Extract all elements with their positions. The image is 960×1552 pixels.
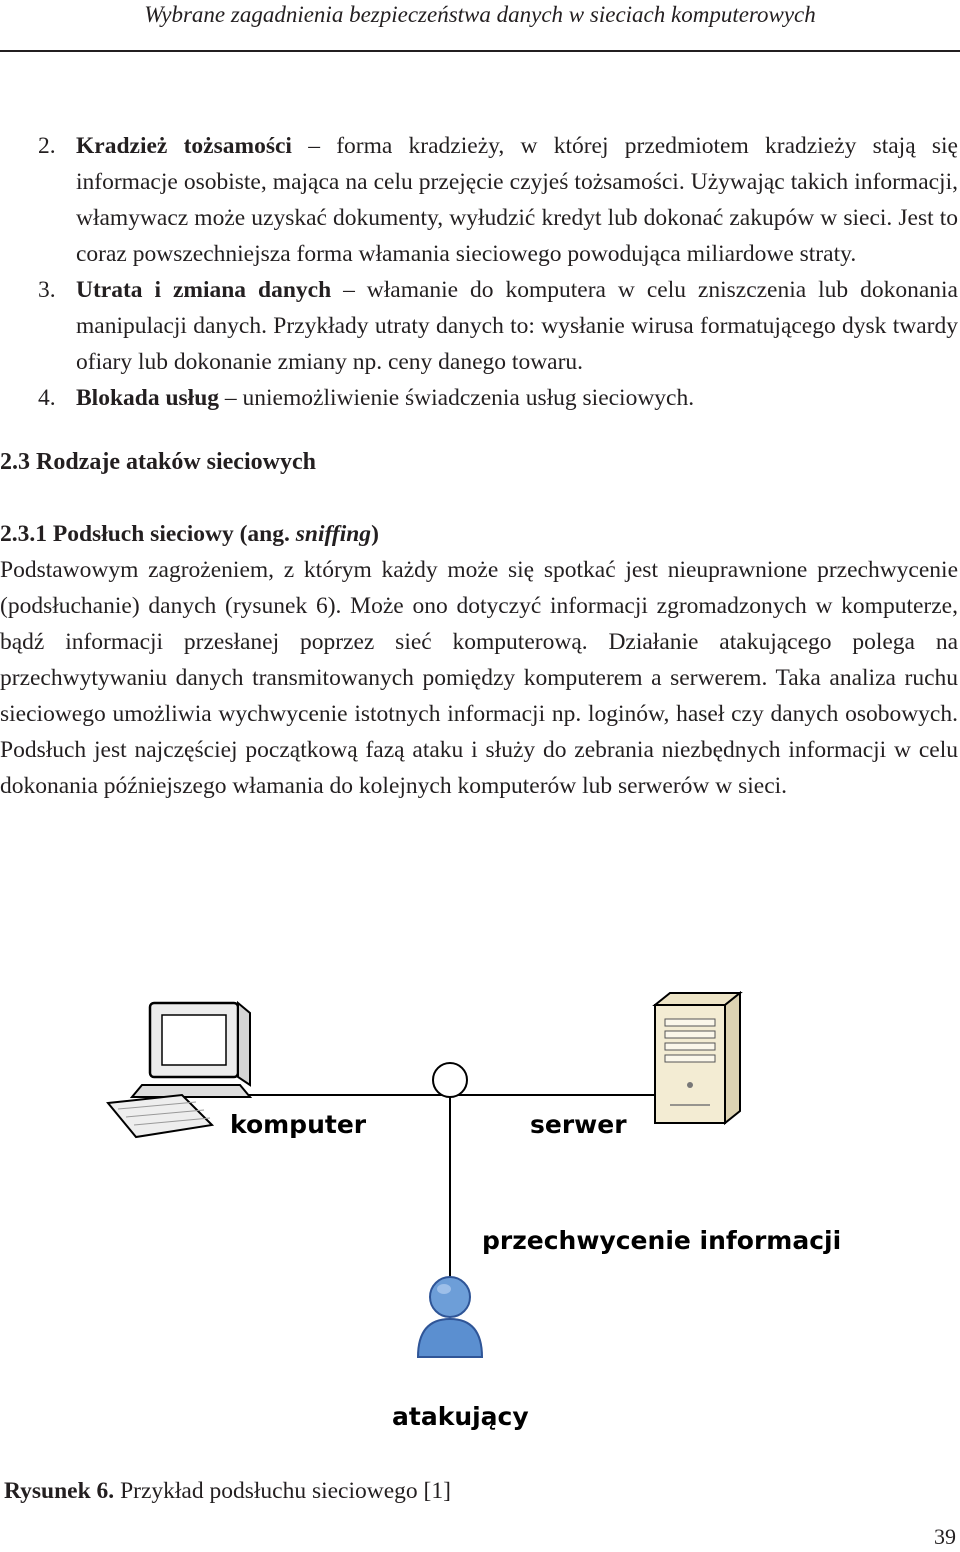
list-item-number: 2. xyxy=(38,133,56,159)
server-icon xyxy=(655,993,740,1123)
attacker-label: atakujący xyxy=(392,1402,529,1431)
computer-label: komputer xyxy=(230,1110,367,1139)
list-item-2 xyxy=(0,128,958,272)
list-item-number: 3. xyxy=(38,277,56,303)
list-item-number: 4. xyxy=(38,385,56,411)
figure-caption xyxy=(4,1478,451,1505)
main-content xyxy=(0,128,958,804)
server-label: serwer xyxy=(530,1110,627,1139)
list-item-term: Kradzież tożsamości xyxy=(76,133,292,159)
page-number: 39 xyxy=(934,1524,956,1549)
body-paragraph: Podstawowym zagrożeniem, z którym każdy może się spotkać jest nieuprawnione przechwycenie (podsłuchanie) danych (rysunek 6). Może ono dotyczyć informacji zgromadzonych w komputerze, bądź informacji przesłanej poprzez sieć komputerową. Działanie atakującego polega na przechwytywaniu danych transmitowanych pomiędzy komputerem a serwerem. Taka analiza ruchu sieciowego umożliwia wychwycenie istotnych informacji np. loginów, haseł czy danych osobowych. Podsłuch jest najczęściej początkową fazą ataku i służy do zebrania niezbędnych informacji w celu dokonania późniejszego włamania do kolejnych komputerów lub serwerów w sieci. xyxy=(0,557,958,799)
running-header xyxy=(0,0,960,50)
list-item-text: – włamanie do komputera w celu zniszczenia lub dokonania manipulacji danych. Przykłady utraty danych to: wysłanie wirusa formatującego dysk twardy ofiary lub dokonanie zmiany np. ceny danego towaru. xyxy=(76,277,958,375)
list-item-4 xyxy=(0,380,958,416)
attacker-person-icon xyxy=(418,1277,482,1357)
subsection-title-term: sniffing xyxy=(295,521,372,547)
tap-node-icon xyxy=(433,1063,467,1097)
caption-text: Przykład podsłuchu sieciowego [1] xyxy=(114,1478,451,1504)
section-title: 2.3 Rodzaje ataków sieciowych xyxy=(0,449,316,475)
list-item-term: Utrata i zmiana danych xyxy=(76,277,332,303)
subsection-title xyxy=(0,516,958,552)
list-item-text: – uniemożliwienie świadczenia usług sieciowych. xyxy=(219,385,695,411)
list-item-3 xyxy=(0,272,958,380)
interception-label: przechwycenie informacji xyxy=(482,1226,842,1255)
running-header-title: Wybrane zagadnienia bezpieczeństwa danych w sieciach komputerowych xyxy=(144,2,816,27)
computer-icon xyxy=(108,1003,250,1137)
figure-sniffing xyxy=(100,985,860,1445)
caption-label: Rysunek 6. xyxy=(4,1478,115,1504)
list-item-term: Blokada usług xyxy=(76,385,220,411)
header-rule xyxy=(0,50,960,52)
subsection-title-prefix: 2.3.1 Podsłuch sieciowy (ang. xyxy=(0,521,296,547)
figure-diagram xyxy=(100,985,860,1445)
list-item-text: – forma kradzieży, w której przedmiotem kradzieży stają się informacje osobiste, mająca na celu przejęcie czyjeś tożsamości. Używając takich informacji, włamywacz może uzyskać dokumenty, wyłudzić kredyt lub dokonać zakupów w sieci. Jest to coraz powszechniejsza forma włamania sieciowego powodująca miliardowe straty. xyxy=(76,133,958,267)
subsection-title-suffix: ) xyxy=(371,521,379,547)
